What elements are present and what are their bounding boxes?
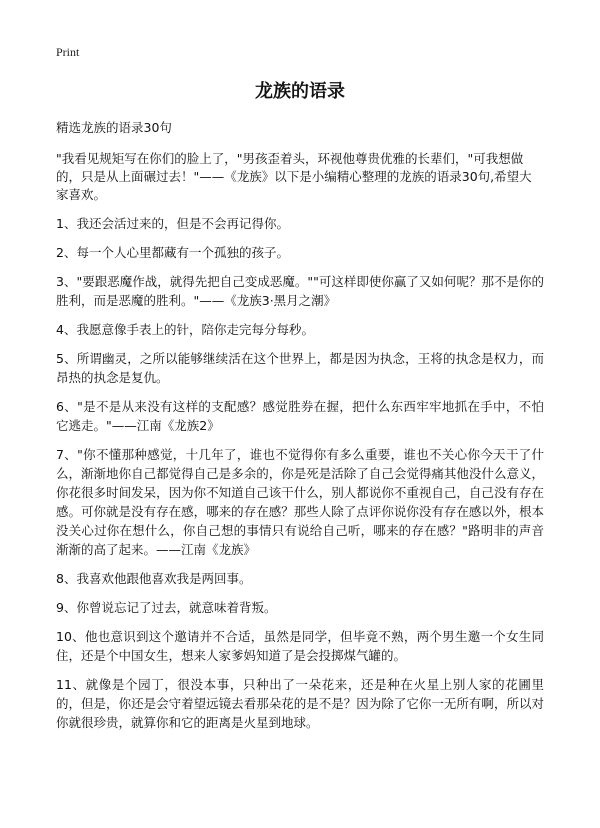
quote-text: 我愿意像手表上的针，陪你走完每分每秒。 <box>76 322 314 337</box>
quote-item-8 <box>56 569 544 588</box>
quote-text: 所谓幽灵，之所以能够继续活在这个世界上，都是因为执念，王将的执念是权力，而昂热的执念是复仇。 <box>56 351 544 385</box>
quote-text: 他也意识到这个邀请并不合适，虽然是同学，但毕竟不熟，两个男生邀一个女生同住，还是个中国女生，想来人家爹妈知道了是会投掷煤气罐的。 <box>56 629 544 663</box>
quote-text: "是不是从来没有这样的支配感？感觉胜券在握，把什么东西牢牢地抓在手中，不怕它逃走。"——江南《龙族2》 <box>56 399 544 433</box>
quote-number: 3、 <box>56 274 77 289</box>
quote-text: 你曾说忘记了过去，就意味着背叛。 <box>76 600 277 615</box>
quote-item-7 <box>56 445 544 559</box>
quote-number: 7、 <box>56 447 78 462</box>
quote-text: 每一个人心里都藏有一个孤独的孩子。 <box>76 245 289 260</box>
quote-item-1 <box>56 214 544 233</box>
quote-text: "要跟恶魔作战，就得先把自己变成恶魔。""可这样即使你赢了又如何呢？那不是你的胜利，而是恶魔的胜利。"——《龙族3·黑月之潮》 <box>56 274 544 308</box>
quote-item-6 <box>56 397 544 435</box>
quote-item-5 <box>56 349 544 387</box>
quote-text: 就像是个园丁，很没本事，只种出了一朵花来，还是种在火星上别人家的花圃里的，但是，你还是会守着望远镜去看那朵花的是不是？因为除了它你一无所有啊，所以对你就很珍贵，就算你和它的距离是火星到地球。 <box>56 677 544 730</box>
quote-number: 10、 <box>56 629 85 644</box>
quote-item-9 <box>56 598 544 617</box>
print-label: Print <box>56 45 80 59</box>
quote-number: 11、 <box>56 677 86 692</box>
quote-item-3 <box>56 272 544 310</box>
quote-item-2 <box>56 243 544 262</box>
page-title: 龙族的语录 <box>255 81 345 102</box>
quote-number: 8、 <box>56 571 77 586</box>
quote-number: 1、 <box>56 216 77 231</box>
quote-number: 4、 <box>56 322 77 337</box>
quote-item-10 <box>56 627 544 665</box>
quote-text: "你不懂那种感觉，十几年了，谁也不觉得你有多么重要，谁也不关心你今天干了什么，渐渐地你自己都觉得自己是多余的，你是死是活除了自己会觉得痛其他没什么意义，你花很多时间发呆，因为你不知道自己该干什么，别人都说你不重视自己，自己没有存在感。可你就是没有存在感，哪来的存在感？那些人除了点评你说你没有存在感以外，根本没关心过你在想什么，你自己想的事情只有说给自己听，哪来的存在感？"路明非的声音渐渐的高了起来。——江南《龙族》 <box>56 447 544 557</box>
quote-text: 我还会活过来的，但是不会再记得你。 <box>76 216 289 231</box>
quote-item-4 <box>56 320 544 339</box>
quote-list <box>56 214 544 732</box>
quote-text: 我喜欢他跟他喜欢我是两回事。 <box>76 571 252 586</box>
quote-number: 5、 <box>56 351 77 366</box>
document-subtitle: 精选龙族的语录30句 <box>56 120 172 135</box>
quote-number: 6、 <box>56 399 78 414</box>
intro-paragraph: "我看见规矩写在你们的脸上了，"男孩歪着头，环视他尊贵优雅的长辈们，"可我想做的，只是从上面碾过去！"——《龙族》以下是小编精心整理的龙族的语录30句,希望大家喜欢。 <box>56 151 532 202</box>
quote-number: 9、 <box>56 600 77 615</box>
quote-number: 2、 <box>56 245 77 260</box>
quote-item-11 <box>56 675 544 732</box>
